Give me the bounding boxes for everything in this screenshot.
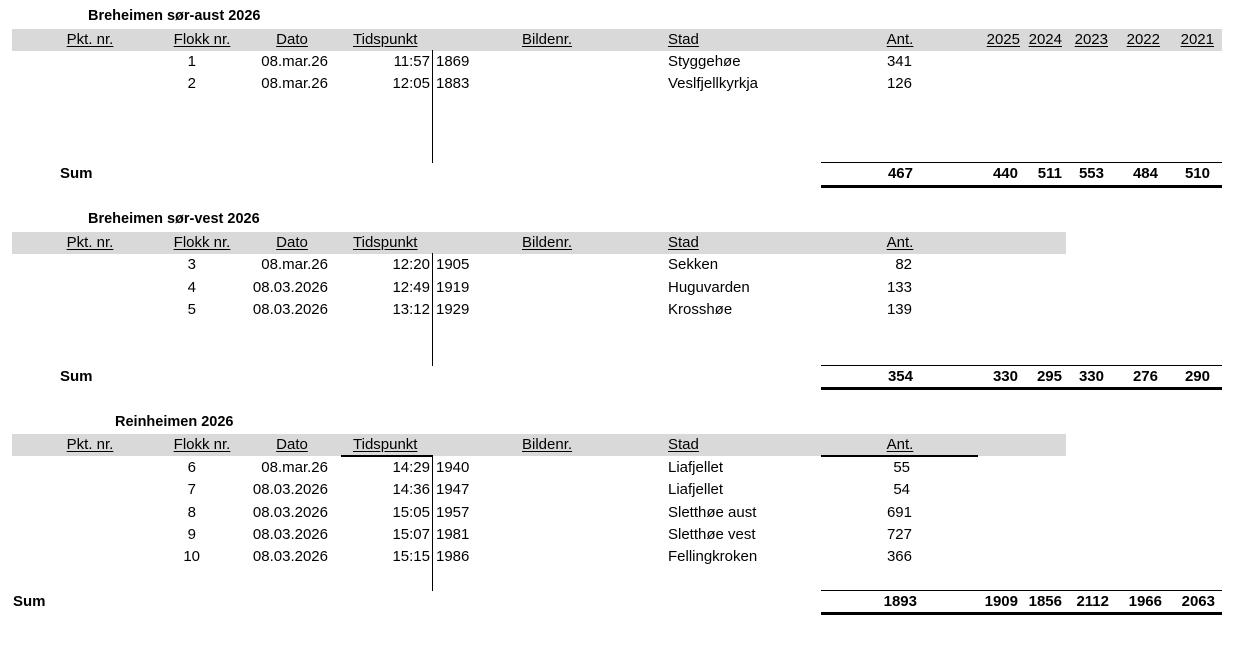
sum-ant: 354 <box>887 368 913 385</box>
sum-bottom-border <box>821 185 1222 188</box>
cell-bildenr: 1986 <box>436 548 470 565</box>
cell-ant: 691 <box>886 504 912 521</box>
sum-2023: 2112 <box>1076 593 1109 610</box>
header-pkt: Pkt. nr. <box>66 234 114 251</box>
header-row <box>12 434 1066 456</box>
column-divider <box>432 253 433 366</box>
cell-stad: Liafjellet <box>668 481 724 498</box>
header-year-2024: 2024 <box>1028 31 1062 48</box>
cell-flokk: 5 <box>187 301 196 318</box>
cell-stad: Veslfjellkyrkja <box>668 75 759 92</box>
cell-dato: 08.03.2026 <box>252 301 328 318</box>
header-tidspunkt: Tidspunkt <box>353 436 418 453</box>
cell-flokk: 10 <box>183 548 200 565</box>
sum-2024: 511 <box>1037 165 1062 182</box>
cell-flokk: 9 <box>187 526 196 543</box>
header-pkt: Pkt. nr. <box>66 31 114 48</box>
cell-bildenr: 1919 <box>436 279 470 296</box>
header-flokk: Flokk nr. <box>173 234 231 251</box>
sum-2024: 295 <box>1036 368 1062 385</box>
header-flokk: Flokk nr. <box>173 31 231 48</box>
header-dato: Dato <box>276 436 308 453</box>
header-stad: Stad <box>668 436 699 453</box>
header-bildenr: Bildenr. <box>522 436 573 453</box>
cell-tidspunkt: 15:15 <box>392 548 430 565</box>
cell-ant: 133 <box>886 279 912 296</box>
header-underline-tidspunkt <box>341 455 433 457</box>
header-bildenr: Bildenr. <box>522 234 573 251</box>
cell-dato: 08.03.2026 <box>252 504 328 521</box>
column-divider <box>432 457 433 591</box>
sum-ant: 467 <box>887 165 913 182</box>
section-title: Breheimen sør-vest 2026 <box>88 211 260 227</box>
header-year-2022: 2022 <box>1126 31 1160 48</box>
cell-dato: 08.03.2026 <box>252 481 328 498</box>
cell-stad: Sletthøe aust <box>668 504 757 521</box>
sum-top-border <box>821 590 1222 591</box>
sum-2023: 330 <box>1078 368 1104 385</box>
header-stad: Stad <box>668 234 699 251</box>
header-ant: Ant. <box>886 31 914 48</box>
sum-2025: 440 <box>992 165 1018 182</box>
cell-ant: 82 <box>895 256 912 273</box>
cell-dato: 08.mar.26 <box>261 53 328 70</box>
cell-bildenr: 1957 <box>436 504 470 521</box>
cell-bildenr: 1981 <box>436 526 470 543</box>
cell-flokk: 1 <box>187 53 196 70</box>
cell-ant: 341 <box>886 53 912 70</box>
sum-top-border <box>821 162 1222 163</box>
cell-ant: 139 <box>886 301 912 318</box>
cell-dato: 08.mar.26 <box>261 256 328 273</box>
cell-tidspunkt: 13:12 <box>392 301 430 318</box>
sum-2023: 553 <box>1078 165 1104 182</box>
cell-flokk: 2 <box>187 75 196 92</box>
sum-label: Sum <box>60 368 93 385</box>
sum-ant: 1893 <box>883 593 917 610</box>
cell-ant: 54 <box>893 481 910 498</box>
cell-flokk: 6 <box>187 459 196 476</box>
cell-flokk: 4 <box>187 279 196 296</box>
sum-2021: 290 <box>1184 368 1210 385</box>
cell-tidspunkt: 12:20 <box>392 256 430 273</box>
cell-stad: Fellingkroken <box>668 548 758 565</box>
cell-dato: 08.03.2026 <box>252 279 328 296</box>
header-bildenr: Bildenr. <box>522 31 573 48</box>
cell-tidspunkt: 15:07 <box>392 526 430 543</box>
header-dato: Dato <box>276 234 308 251</box>
sum-label: Sum <box>13 593 46 610</box>
sum-bottom-border <box>821 387 1222 390</box>
header-tidspunkt: Tidspunkt <box>353 234 418 251</box>
sum-2024: 1856 <box>1028 593 1062 610</box>
cell-flokk: 3 <box>187 256 196 273</box>
cell-dato: 08.03.2026 <box>252 548 328 565</box>
sum-2022: 484 <box>1132 165 1158 182</box>
cell-tidspunkt: 12:49 <box>392 279 430 296</box>
section-title: Reinheimen 2026 <box>115 414 234 430</box>
sum-2022: 1966 <box>1128 593 1162 610</box>
header-ant: Ant. <box>886 436 914 453</box>
cell-bildenr: 1883 <box>436 75 470 92</box>
header-row <box>12 29 1222 51</box>
header-tidspunkt: Tidspunkt <box>353 31 418 48</box>
cell-dato: 08.03.2026 <box>252 526 328 543</box>
sum-2025: 330 <box>992 368 1018 385</box>
cell-bildenr: 1869 <box>436 53 470 70</box>
header-row <box>12 232 1066 254</box>
cell-bildenr: 1947 <box>436 481 470 498</box>
cell-stad: Krosshøe <box>668 301 733 318</box>
header-year-2023: 2023 <box>1074 31 1108 48</box>
sum-2022: 276 <box>1132 368 1158 385</box>
cell-ant: 366 <box>886 548 912 565</box>
cell-tidspunkt: 15:05 <box>392 504 430 521</box>
cell-ant: 727 <box>886 526 912 543</box>
cell-tidspunkt: 14:29 <box>392 459 430 476</box>
sum-bottom-border <box>821 612 1222 615</box>
header-year-2025: 2025 <box>986 31 1020 48</box>
cell-ant: 55 <box>893 459 910 476</box>
section-title: Breheimen sør-aust 2026 <box>88 8 261 24</box>
cell-dato: 08.mar.26 <box>261 75 328 92</box>
cell-flokk: 8 <box>187 504 196 521</box>
cell-stad: Liafjellet <box>668 459 724 476</box>
header-ant: Ant. <box>886 234 914 251</box>
header-pkt: Pkt. nr. <box>66 436 114 453</box>
sum-label: Sum <box>60 165 93 182</box>
header-flokk: Flokk nr. <box>173 436 231 453</box>
cell-bildenr: 1940 <box>436 459 470 476</box>
header-underline-ant <box>821 455 978 457</box>
cell-flokk: 7 <box>187 481 196 498</box>
header-stad: Stad <box>668 31 699 48</box>
cell-stad: Styggehøe <box>668 53 741 70</box>
sum-2021: 510 <box>1184 165 1210 182</box>
column-divider <box>432 50 433 163</box>
cell-stad: Sekken <box>668 256 719 273</box>
cell-dato: 08.mar.26 <box>261 459 328 476</box>
cell-tidspunkt: 14:36 <box>392 481 430 498</box>
cell-bildenr: 1929 <box>436 301 470 318</box>
sum-top-border <box>821 365 1222 366</box>
cell-ant: 126 <box>886 75 912 92</box>
cell-stad: Huguvarden <box>668 279 750 296</box>
cell-tidspunkt: 11:57 <box>393 53 430 70</box>
cell-tidspunkt: 12:05 <box>392 75 430 92</box>
sum-2025: 1909 <box>984 593 1018 610</box>
header-dato: Dato <box>276 31 308 48</box>
header-year-2021: 2021 <box>1180 31 1214 48</box>
sum-2021: 2063 <box>1181 593 1215 610</box>
cell-stad: Sletthøe vest <box>668 526 756 543</box>
cell-bildenr: 1905 <box>436 256 470 273</box>
